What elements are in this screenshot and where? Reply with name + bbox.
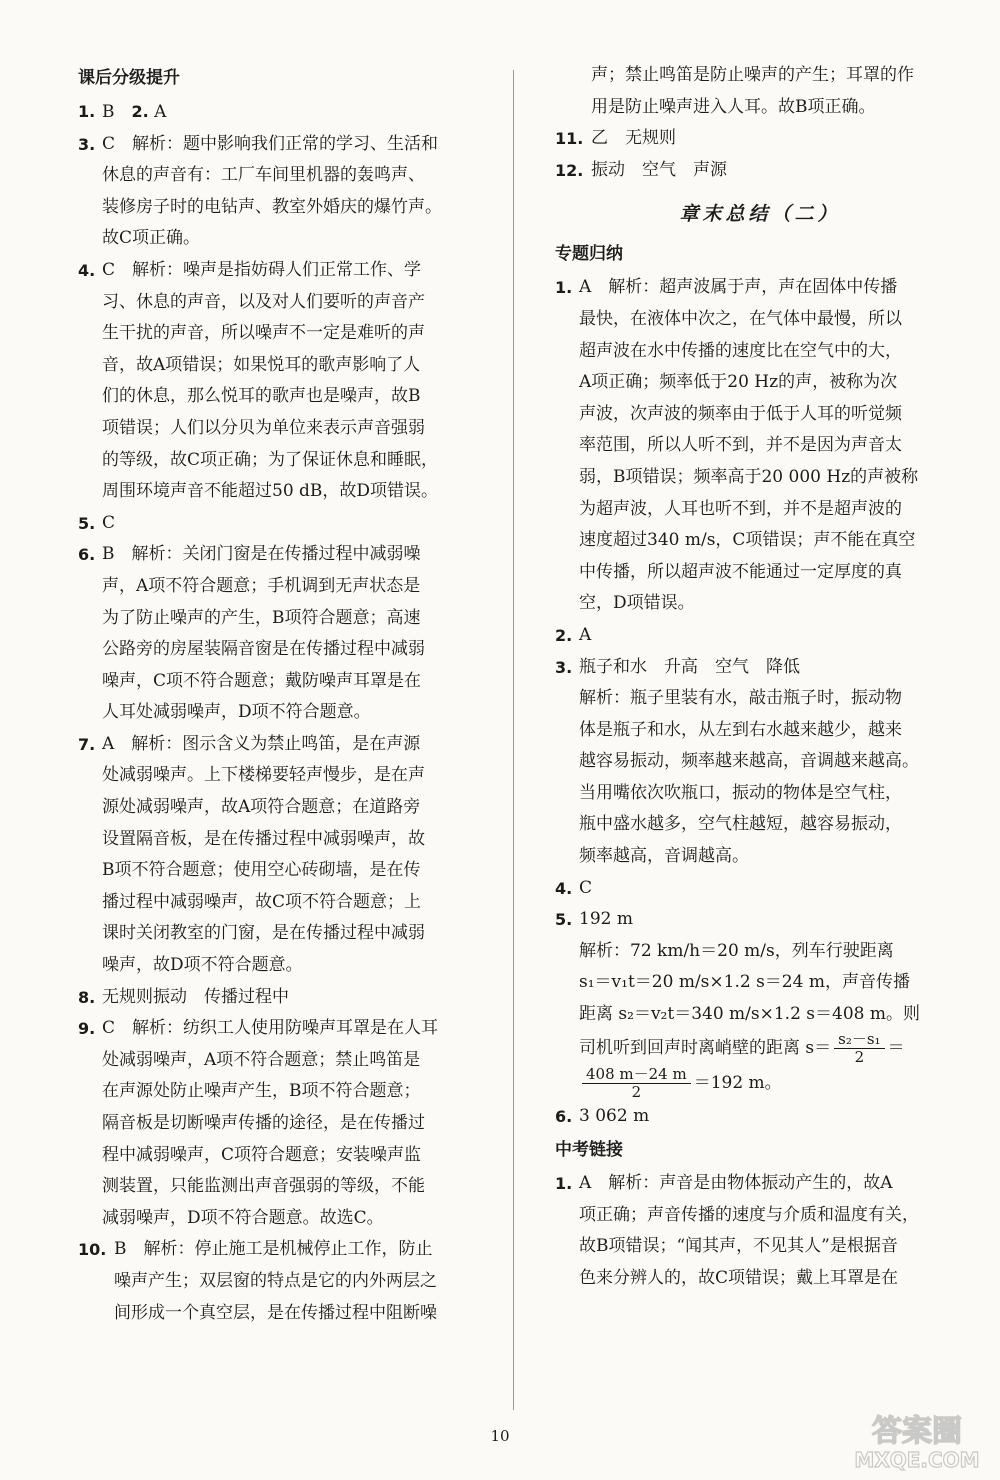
text-line: A 解析：超声波属于声，声在固体中传播 [579, 277, 898, 298]
section-title: 中考链接 [555, 1140, 623, 1161]
text-line: 项错误；人们以分贝为单位来表示声音强弱 [102, 417, 425, 438]
item-number: 6. [78, 545, 96, 565]
watermark-logo [842, 1405, 992, 1475]
answer-item [555, 272, 965, 620]
text-line: 3 062 m [579, 1105, 650, 1126]
text-line: 体是瓶子和水，从左到右水越来越少，越来 [579, 719, 902, 740]
answer-item [78, 129, 483, 255]
text-line: 振动 空气 声源 [591, 159, 727, 180]
left-column [78, 60, 483, 1329]
text-line: 用是防止噪声进入人耳。故B项正确。 [591, 96, 876, 117]
item-number: 2. [555, 625, 573, 645]
text-line: 无规则振动 传播过程中 [102, 986, 289, 1007]
text-line: A 解析：图示含义为禁止鸣笛，是在声源 [102, 733, 421, 754]
text-line: 人耳处减弱噪声，D项不符合题意。 [102, 702, 371, 723]
text-line: B 解析：停止施工是机械停止工作，防止 [114, 1239, 433, 1260]
text-line: 生干扰的声音，所以噪声不一定是难听的声 [102, 323, 425, 344]
text-line: 为了防止噪声的产生，B项符合题意；高速 [102, 607, 421, 628]
answer-item [555, 1101, 965, 1133]
watermark-top-text: 答案圈 [872, 1414, 962, 1449]
fraction-numerator: 408 m－24 m [582, 1066, 691, 1084]
text-line: 空，D项错误。 [579, 593, 695, 614]
text-line: 在声源处防止噪声产生，B项不符合题意； [102, 1081, 421, 1102]
text-line: 最快，在液体中次之，在气体中最慢，所以 [579, 308, 902, 329]
item-number: 2. [131, 102, 149, 121]
text-line: 声；禁止鸣笛是防止噪声的产生；耳罩的作 [591, 65, 914, 85]
answer-item [78, 96, 483, 129]
answer-item [555, 155, 965, 187]
answer-item [555, 873, 965, 905]
text-line: 越容易振动，频率越来越高，音调越来越高。 [579, 751, 919, 772]
fraction-numerator: s₂－s₁ [834, 1031, 884, 1049]
answer-item [78, 255, 483, 508]
text-segment: ＝192 m。 [693, 1072, 782, 1093]
item-number: 6. [555, 1106, 573, 1126]
text-line: A项正确；频率低于20 Hz的声，被称为次 [579, 372, 898, 393]
text-line: B项不符合题意；使用空心砖砌墙，是在传 [102, 860, 421, 881]
text-line: 距离 s₂＝v₂t＝340 m/s×1.2 s＝408 m。则 [579, 1004, 920, 1025]
answer-text: A [154, 102, 167, 122]
text-line: 公路旁的房屋装隔音窗是在传播过程中减弱 [102, 639, 425, 660]
answer-item-continued [555, 60, 965, 123]
text-line: 噪声，故D项不符合题意。 [102, 955, 303, 976]
text-line: 设置隔音板，是在传播过程中减弱噪声，故 [102, 828, 425, 849]
text-line: 192 m [579, 909, 633, 930]
formula-line [579, 1066, 965, 1101]
formula-line [579, 1031, 965, 1066]
item-number: 3. [78, 134, 96, 154]
text-segment: ＝ [887, 1037, 905, 1058]
text-segment: 司机听到回声时离峭壁的距离 s＝ [579, 1037, 832, 1058]
text-line: 中传播，所以超声波不能通过一定厚度的真 [579, 561, 902, 582]
column-divider [513, 70, 514, 1410]
section-title: 课后分级提升 [78, 68, 180, 88]
text-line: 们的休息，那么悦耳的歌声也是噪声，故B [102, 386, 421, 407]
item-number: 5. [78, 513, 96, 533]
text-line: 处减弱噪声，A项不符合题意；禁止鸣笛是 [102, 1049, 421, 1070]
answer-item [555, 1168, 965, 1294]
text-line: 程中减弱噪声，C项符合题意；安装噪声监 [102, 1144, 422, 1165]
text-line: 弱，B项错误；频率高于20 000 Hz的声被称 [579, 466, 919, 487]
item-number: 12. [555, 160, 584, 180]
text-line: C 解析：题中影响我们正常的学习、生活和 [102, 133, 439, 154]
text-line: 噪声，C项不符合题意；戴防噪声耳罩是在 [102, 670, 422, 691]
text-line: 播过程中减弱噪声，故C项不符合题意；上 [102, 891, 422, 912]
text-line: 休息的声音有：工厂车间里机器的轰鸣声、 [102, 165, 425, 186]
answer-text: B [102, 102, 132, 122]
right-column [555, 60, 965, 1295]
text-line: 源处减弱噪声，故A项符合题意；在道路旁 [102, 797, 421, 818]
answer-item [78, 982, 483, 1014]
text-line: 处减弱噪声。上下楼梯要轻声慢步，是在声 [102, 765, 425, 786]
text-line: 色来分辨人的，故C项错误；戴上耳罩是在 [579, 1268, 899, 1288]
answer-item [555, 123, 965, 155]
fraction [834, 1031, 884, 1066]
text-line: 音，故A项错误；如果悦耳的歌声影响了人 [102, 354, 421, 375]
text-line: A [579, 624, 592, 645]
text-line: C 解析：噪声是指妨碍人们正常工作、学 [102, 259, 422, 280]
item-number: 7. [78, 734, 96, 754]
item-number: 1. [555, 278, 573, 298]
text-line: 率范围，所以人听不到，并不是因为声音太 [579, 435, 902, 456]
watermark-bottom-text: MXQE.COM [854, 1448, 980, 1472]
text-line: 瓶子和水 升高 空气 降低 [579, 656, 800, 677]
item-number: 3. [555, 657, 573, 677]
item-number: 4. [555, 878, 573, 898]
text-line: 乙 无规则 [591, 128, 676, 149]
answer-item [78, 508, 483, 540]
text-line: 故B项错误；“闻其声，不见其人”是根据音 [579, 1236, 898, 1257]
item-number: 9. [78, 1019, 96, 1039]
text-line: C 解析：纺织工人使用防噪声耳罩是在人耳 [102, 1018, 439, 1039]
text-line: 的等级，故C项正确；为了保证休息和睡眠， [102, 449, 439, 470]
text-line: 超声波在水中传播的速度比在空气中的大， [579, 340, 902, 361]
text-line: 周围环境声音不能超过50 dB，故D项错误。 [102, 481, 439, 502]
answer-item [78, 1234, 483, 1329]
item-number: 1. [555, 1174, 573, 1194]
text-line: C [579, 877, 593, 898]
text-line: s₁＝v₁t＝20 m/s×1.2 s＝24 m，声音传播 [579, 972, 910, 993]
text-line: 解析：瓶子里装有水，敲击瓶子时，振动物 [579, 688, 902, 709]
section-title: 专题归纳 [555, 244, 623, 265]
answer-item [555, 652, 965, 873]
text-line: C [102, 512, 116, 533]
text-line: 故C项正确。 [102, 228, 201, 249]
item-number: 10. [78, 1240, 107, 1260]
text-line: B 解析：关闭门窗是在传播过程中减弱噪 [102, 544, 421, 565]
answer-item [78, 1013, 483, 1234]
text-line: 习、休息的声音，以及对人们要听的声音产 [102, 291, 425, 312]
text-line: 声波，次声波的频率由于低于人耳的听觉频 [579, 403, 902, 424]
answer-item [555, 620, 965, 652]
text-line: 为超声波，人耳也听不到，并不是超声波的 [579, 498, 902, 519]
answer-item [78, 539, 483, 729]
item-number: 11. [555, 129, 584, 149]
item-number: 1. [78, 102, 96, 121]
text-line: 噪声产生；双层窗的特点是它的内外两层之 [114, 1270, 437, 1291]
text-line: 减弱噪声，D项不符合题意。故选C。 [102, 1207, 384, 1228]
text-line: 当用嘴依次吹瓶口，振动的物体是空气柱， [579, 782, 902, 803]
text-line: 隔音板是切断噪声传播的途径，是在传播过 [102, 1113, 425, 1133]
text-line: 测装置，只能监测出声音强弱的等级，不能 [102, 1176, 425, 1197]
text-line: 瓶中盛水越多，空气柱越短，越容易振动， [579, 814, 902, 835]
text-line: 解析：72 km/h＝20 m/s，列车行驶距离 [579, 940, 894, 961]
text-line: 间形成一个真空层，是在传播过程中阻断噪 [114, 1302, 437, 1323]
text-line: 项正确；声音传播的速度与介质和温度有关， [579, 1204, 919, 1225]
item-number: 4. [78, 260, 96, 280]
item-number: 8. [78, 987, 96, 1007]
text-line: 速度超过340 m/s，C项错误；声不能在真空 [579, 530, 916, 551]
chapter-title: 章末总结（二） [679, 203, 841, 226]
page-number: 10 [490, 1427, 510, 1445]
text-line: 频率越高，音调越高。 [579, 846, 749, 867]
item-number: 5. [555, 910, 573, 930]
text-line: 装修房子时的电钻声、教室外婚庆的爆竹声。 [102, 196, 442, 217]
text-line: A 解析：声音是由物体振动产生的，故A [579, 1173, 893, 1194]
answer-item [555, 904, 965, 1100]
fraction [582, 1066, 691, 1101]
fraction-denominator: 2 [631, 1082, 642, 1101]
text-line: 声，A项不符合题意；手机调到无声状态是 [102, 575, 421, 596]
fraction-denominator: 2 [854, 1047, 865, 1066]
text-line: 课时关闭教室的门窗，是在传播过程中减弱 [102, 923, 425, 944]
answer-item [78, 729, 483, 982]
